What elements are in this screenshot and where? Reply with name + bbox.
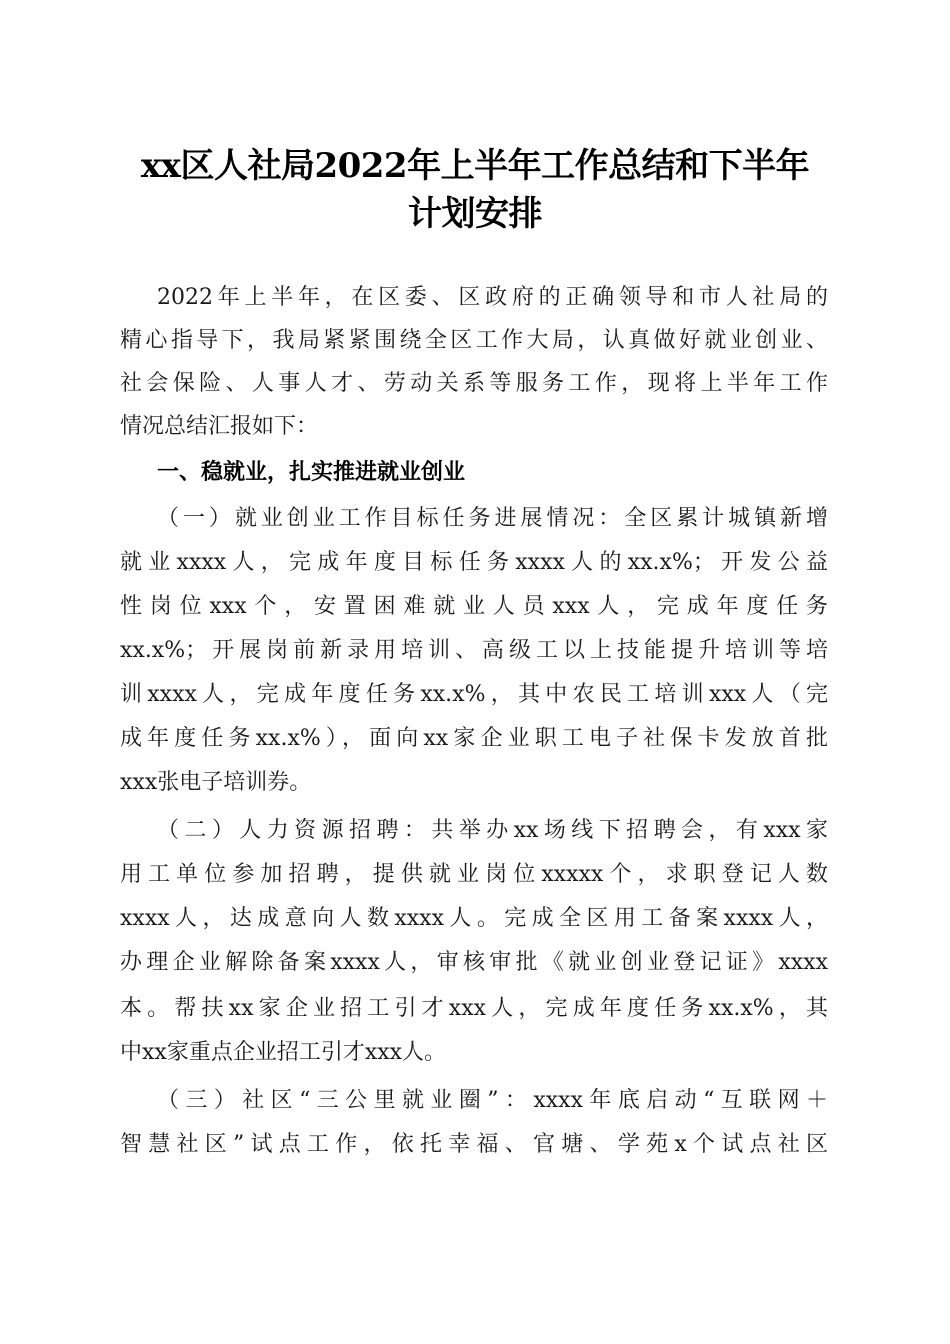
item-2-line: 用工单位参加招聘，提供就业岗位xxxxx个，求职登记人数 (120, 862, 828, 887)
document-title-line-1: xx区人社局2022年上半年工作总结和下半年 (140, 146, 810, 186)
item-2-line: 办理企业解除备案xxxx人，审核审批《就业创业登记证》xxxx (120, 950, 828, 975)
item-3-line: 智慧社区”试点工作，依托幸福、官塘、学苑x个试点社区 (120, 1132, 828, 1157)
item-1-line: 成年度任务xx.x%），面向xx家企业职工电子社保卡发放首批 (120, 726, 828, 751)
section-heading: 一、稳就业，扎实推进就业创业 (157, 460, 466, 485)
item-2-line: （二）人力资源招聘：共举办xx场线下招聘会，有xxx家 (157, 818, 828, 843)
intro-paragraph-line: 社会保险、人事人才、劳动关系等服务工作，现将上半年工作 (120, 371, 828, 396)
document-title-line-2: 计划安排 (408, 194, 542, 234)
item-2-line: 中xx家重点企业招工引才xxx人。 (120, 1040, 447, 1065)
item-2-line: xxxx人，达成意向人数xxxx人。完成全区用工备案xxxx人， (120, 906, 828, 931)
item-1-line: xxx张电子培训券。 (120, 770, 312, 795)
item-1-line: 训xxxx人，完成年度任务xx.x%，其中农民工培训xxx人（完 (120, 682, 828, 707)
intro-paragraph-line: 情况总结汇报如下： (120, 414, 319, 439)
item-1-line: （一）就业创业工作目标任务进展情况：全区累计城镇新增 (157, 506, 828, 531)
intro-paragraph-line: 精心指导下，我局紧紧围绕全区工作大局，认真做好就业创业、 (120, 328, 828, 353)
item-3-line: （三）社区“三公里就业圈”：xxxx年底启动“互联网＋ (157, 1088, 828, 1113)
intro-paragraph-line: 2022年上半年，在区委、区政府的正确领导和市人社局的 (157, 285, 828, 310)
item-1-line: 性岗位xxx个，安置困难就业人员xxx人，完成年度任务 (120, 594, 828, 619)
item-1-line: xx.x%；开展岗前新录用培训、高级工以上技能提升培训等培 (120, 638, 828, 663)
item-2-line: 本。帮扶xx家企业招工引才xxx人，完成年度任务xx.x%，其 (120, 996, 828, 1021)
item-1-line: 就业xxxx人，完成年度目标任务xxxx人的xx.x%；开发公益 (120, 550, 828, 575)
